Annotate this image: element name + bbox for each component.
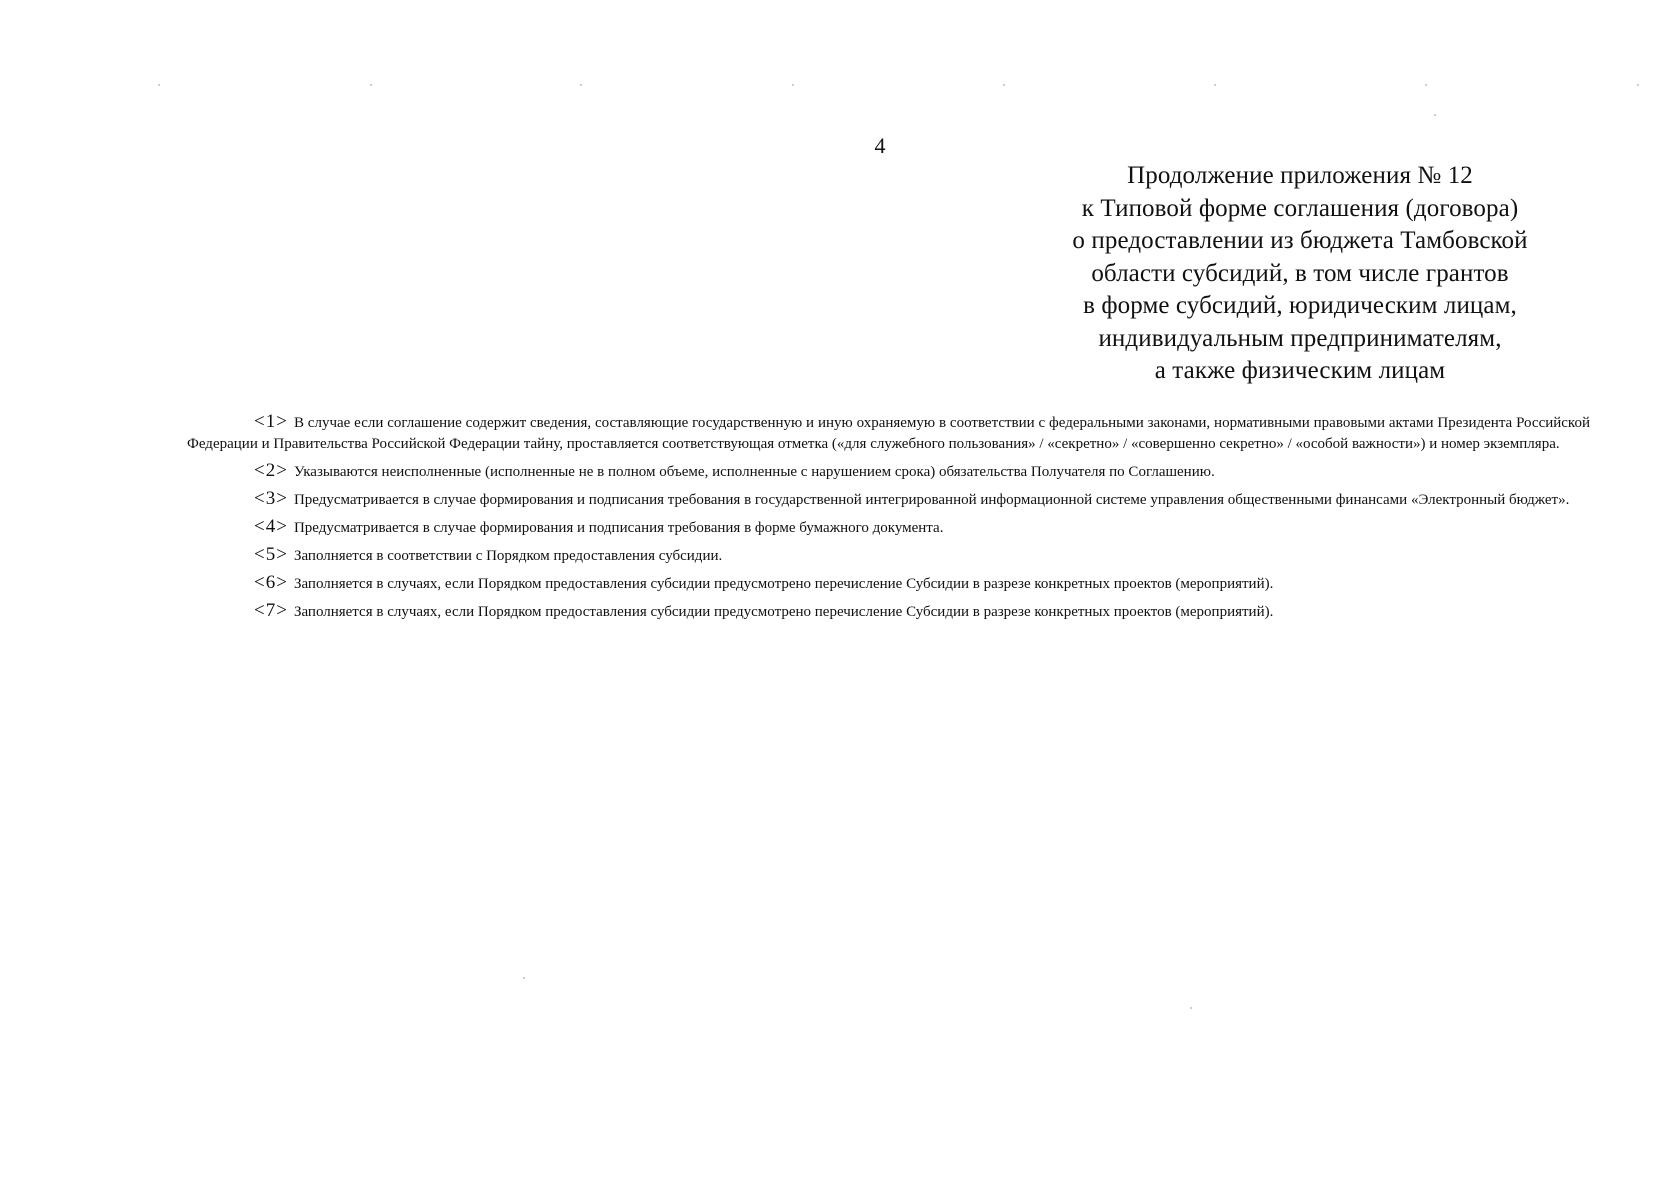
footnote-marker: <1> [254, 411, 288, 432]
footnote-text: Предусматривается в случае формирования и подписания требования в форме бумажного документа. [293, 520, 944, 536]
footnote-marker: <3> [254, 488, 288, 509]
scan-artifact [580, 84, 582, 86]
footnote [187, 516, 1590, 539]
footnote-marker: <5> [254, 544, 288, 565]
footnote-marker: <7> [254, 600, 288, 621]
appendix-header-line: индивидуальным предпринимателям, [1098, 324, 1502, 352]
scan-artifact [1214, 84, 1216, 86]
scan-artifact [158, 84, 160, 86]
footnote [187, 544, 1590, 567]
scan-artifact [1190, 1007, 1192, 1009]
scan-artifact [792, 84, 794, 86]
page-number: 4 [874, 133, 886, 158]
appendix-header-line: в форме субсидий, юридическим лицам, [1083, 292, 1517, 319]
footnote-marker: <6> [254, 572, 288, 593]
scan-artifact [1003, 84, 1005, 86]
appendix-header-line: о предоставлении из бюджета Тамбовской [1072, 227, 1528, 254]
scan-artifact [1637, 84, 1639, 86]
footnote-text: Заполняется в случаях, если Порядком предоставления субсидии предусмотрено перечисление Субсидии в разрезе конкретных проектов (мероприятий). [293, 576, 1274, 592]
appendix-header [1040, 160, 1560, 388]
footnote-marker: <2> [254, 460, 288, 481]
footnote-text: Заполняется в соответствии с Порядком предоставления субсидии. [293, 548, 723, 564]
scan-artifact [523, 977, 525, 979]
scan-artifact [1425, 84, 1427, 86]
footnote [187, 460, 1590, 483]
footnotes-list [187, 411, 1590, 628]
footnote-text: Указываются неисполненные (исполненные не в полном объеме, исполненные с нарушением срока) обязательства Получателя по Соглашению. [293, 464, 1215, 480]
footnote-text: Предусматривается в случае формирования и подписания требования в государственной интегрированной информационной системе управления общественными финансами «Электронный бюджет». [293, 492, 1570, 508]
footnote-marker: <4> [254, 516, 288, 537]
appendix-header-line: а также физическим лицам [1154, 357, 1446, 384]
footnote-text: В случае если соглашение содержит сведения, составляющие государственную и иную охраняемую в соответствии с федеральными законами, нормативными правовыми актами Президента Российской Федерации и Правительства Российской Федерации тайну, проставляется соответствующая отметка («для служебного пользования» / «секретно» / «совершенно секретно» / «особой важности») и номер экземпляра. [187, 415, 1590, 452]
footnote [187, 600, 1590, 623]
scan-artifact [1434, 114, 1436, 116]
footnote [187, 488, 1590, 511]
footnote [187, 411, 1590, 455]
appendix-header-line: области субсидий, в том числе грантов [1091, 259, 1509, 287]
appendix-header-line: к Типовой форме соглашения (договора) [1081, 194, 1519, 222]
footnote-text: Заполняется в случаях, если Порядком предоставления субсидии предусмотрено перечисление Субсидии в разрезе конкретных проектов (мероприятий). [293, 604, 1274, 620]
appendix-header-line: Продолжение приложения № 12 [1127, 162, 1473, 189]
footnote [187, 572, 1590, 595]
scan-artifact [370, 84, 372, 86]
